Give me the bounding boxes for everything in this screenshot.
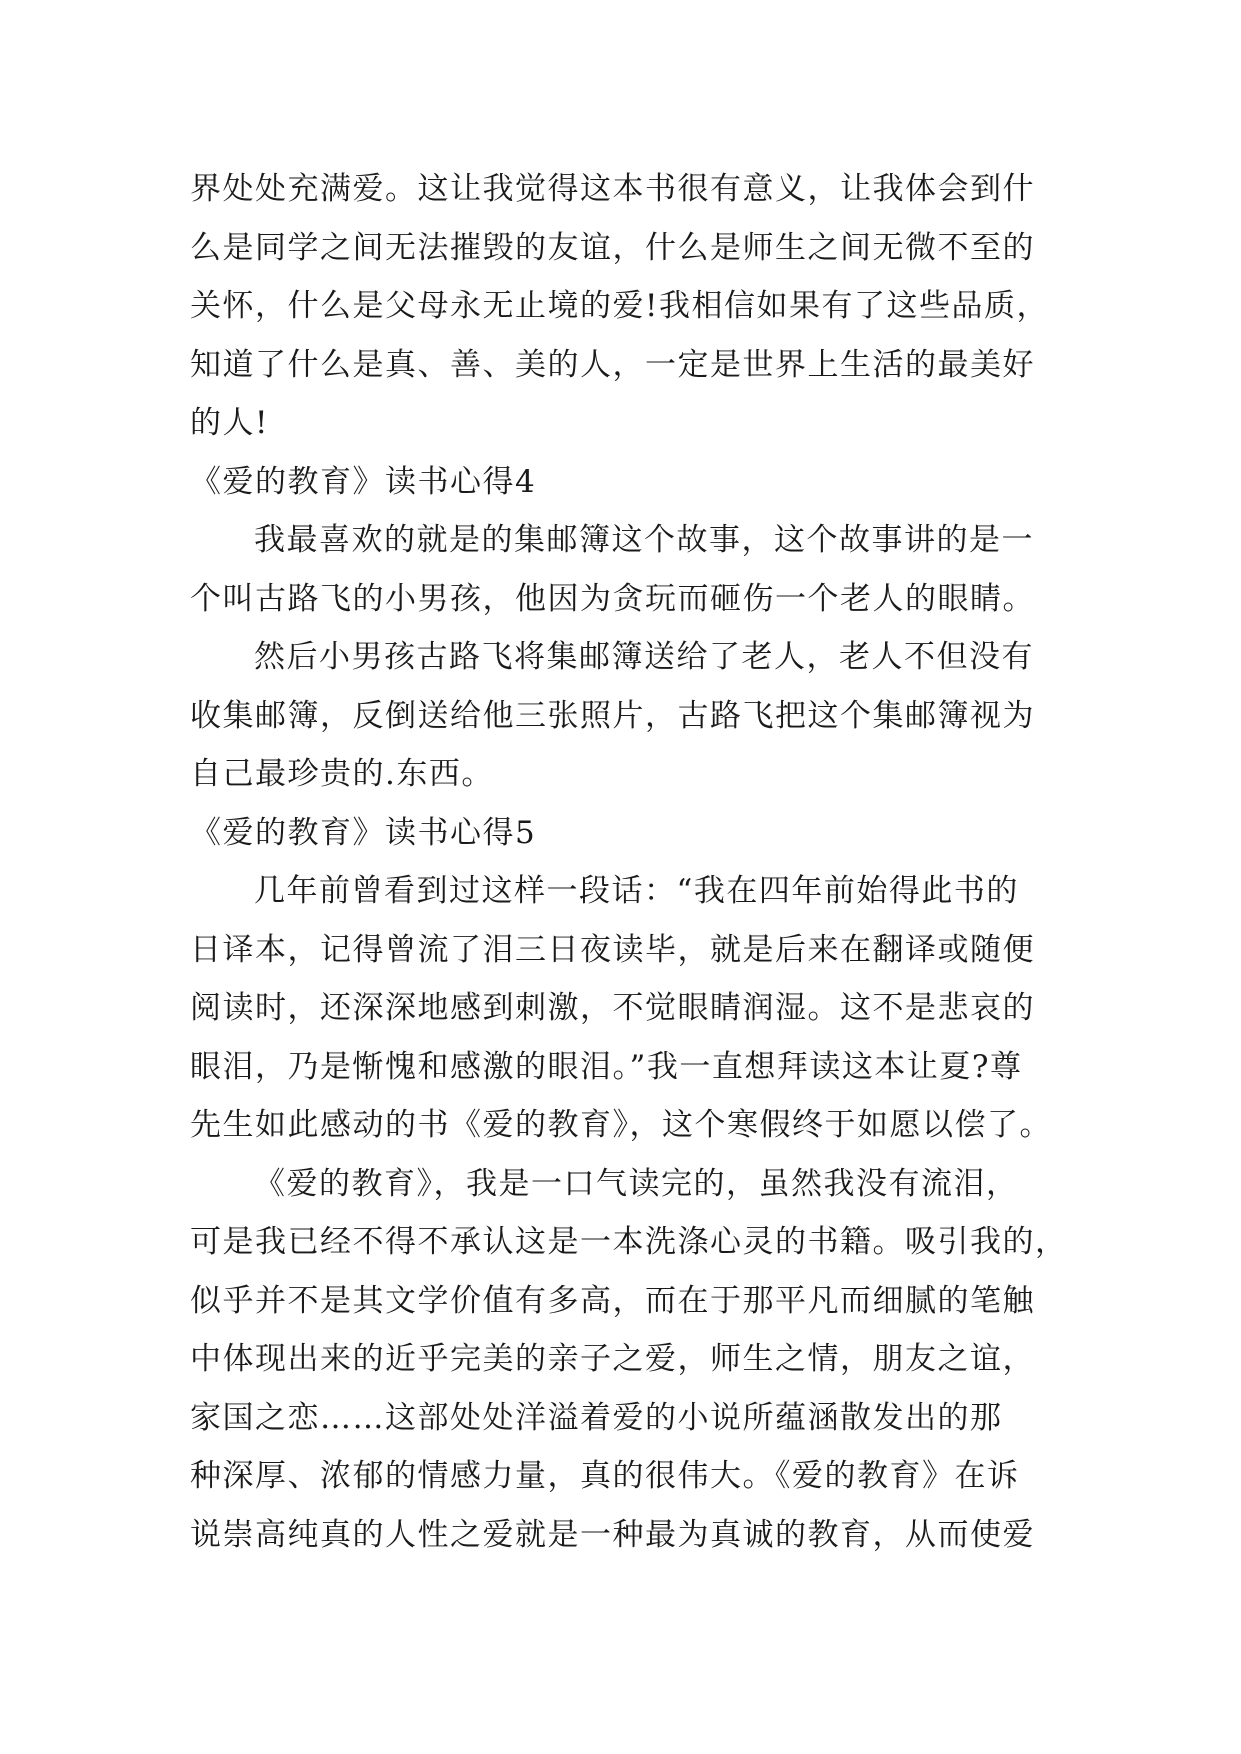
section-heading: 《爱的教育》读书心得4 xyxy=(190,463,537,500)
text-line: 么是同学之间无法摧毁的友谊，什么是师生之间无微不至的 xyxy=(190,229,1035,266)
text-line: 知道了什么是真、善、美的人，一定是世界上生活的最美好 xyxy=(190,346,1035,383)
text-line: 界处处充满爱。这让我觉得这本书很有意义，让我体会到什 xyxy=(190,171,1035,207)
text-line: 《爱的教育》，我是一口气读完的，虽然我没有流泪， xyxy=(254,1165,1019,1202)
text-line: 日译本，记得曾流了泪三日夜读毕，就是后来在翻译或随便 xyxy=(190,931,1035,968)
text-line: 自己最珍贵的.东西。 xyxy=(190,756,494,792)
text-line: 眼泪，乃是惭愧和感激的眼泪。”我一直想拜读这本让夏?尊 xyxy=(190,1048,1023,1085)
text-line: 阅读时，还深深地感到刺激，不觉眼睛润湿。这不是悲哀的 xyxy=(190,990,1035,1026)
text-line: 个叫古路飞的小男孩，他因为贪玩而砸伤一个老人的眼睛。 xyxy=(190,580,1035,617)
text-line: 家国之恋……这部处处洋溢着爱的小说所蕴涵散发出的那 xyxy=(190,1399,1003,1436)
text-line: 收集邮簿，反倒送给他三张照片，古路飞把这个集邮簿视为 xyxy=(190,697,1035,734)
text-line: 可是我已经不得不承认这是一本洗涤心灵的书籍。吸引我的， xyxy=(190,1224,1068,1260)
text-line: 几年前曾看到过这样一段话：“我在四年前始得此书的 xyxy=(254,873,1019,909)
text-line: 似乎并不是其文学价值有多高，而在于那平凡而细腻的笔触 xyxy=(190,1282,1035,1319)
text-line: 先生如此感动的书《爱的教育》，这个寒假终于如愿以偿了。 xyxy=(190,1107,1052,1143)
text-line: 的人! xyxy=(190,405,269,441)
text-line: 我最喜欢的就是的集邮簿这个故事，这个故事讲的是一 xyxy=(254,522,1034,558)
text-line: 中体现出来的近乎完美的亲子之爱，师生之情，朋友之谊， xyxy=(190,1341,1035,1377)
text-line: 种深厚、浓郁的情感力量，真的很伟大。《爱的教育》在诉 xyxy=(190,1458,1020,1494)
text-line: 关怀，什么是父母永无止境的爱!我相信如果有了这些品质， xyxy=(190,288,1049,324)
text-line: 说崇高纯真的人性之爱就是一种最为真诚的教育，从而使爱 xyxy=(190,1516,1035,1553)
text-line: 然后小男孩古路飞将集邮簿送给了老人，老人不但没有 xyxy=(254,639,1034,675)
section-heading: 《爱的教育》读书心得5 xyxy=(190,814,537,851)
document-body xyxy=(190,160,1070,1564)
